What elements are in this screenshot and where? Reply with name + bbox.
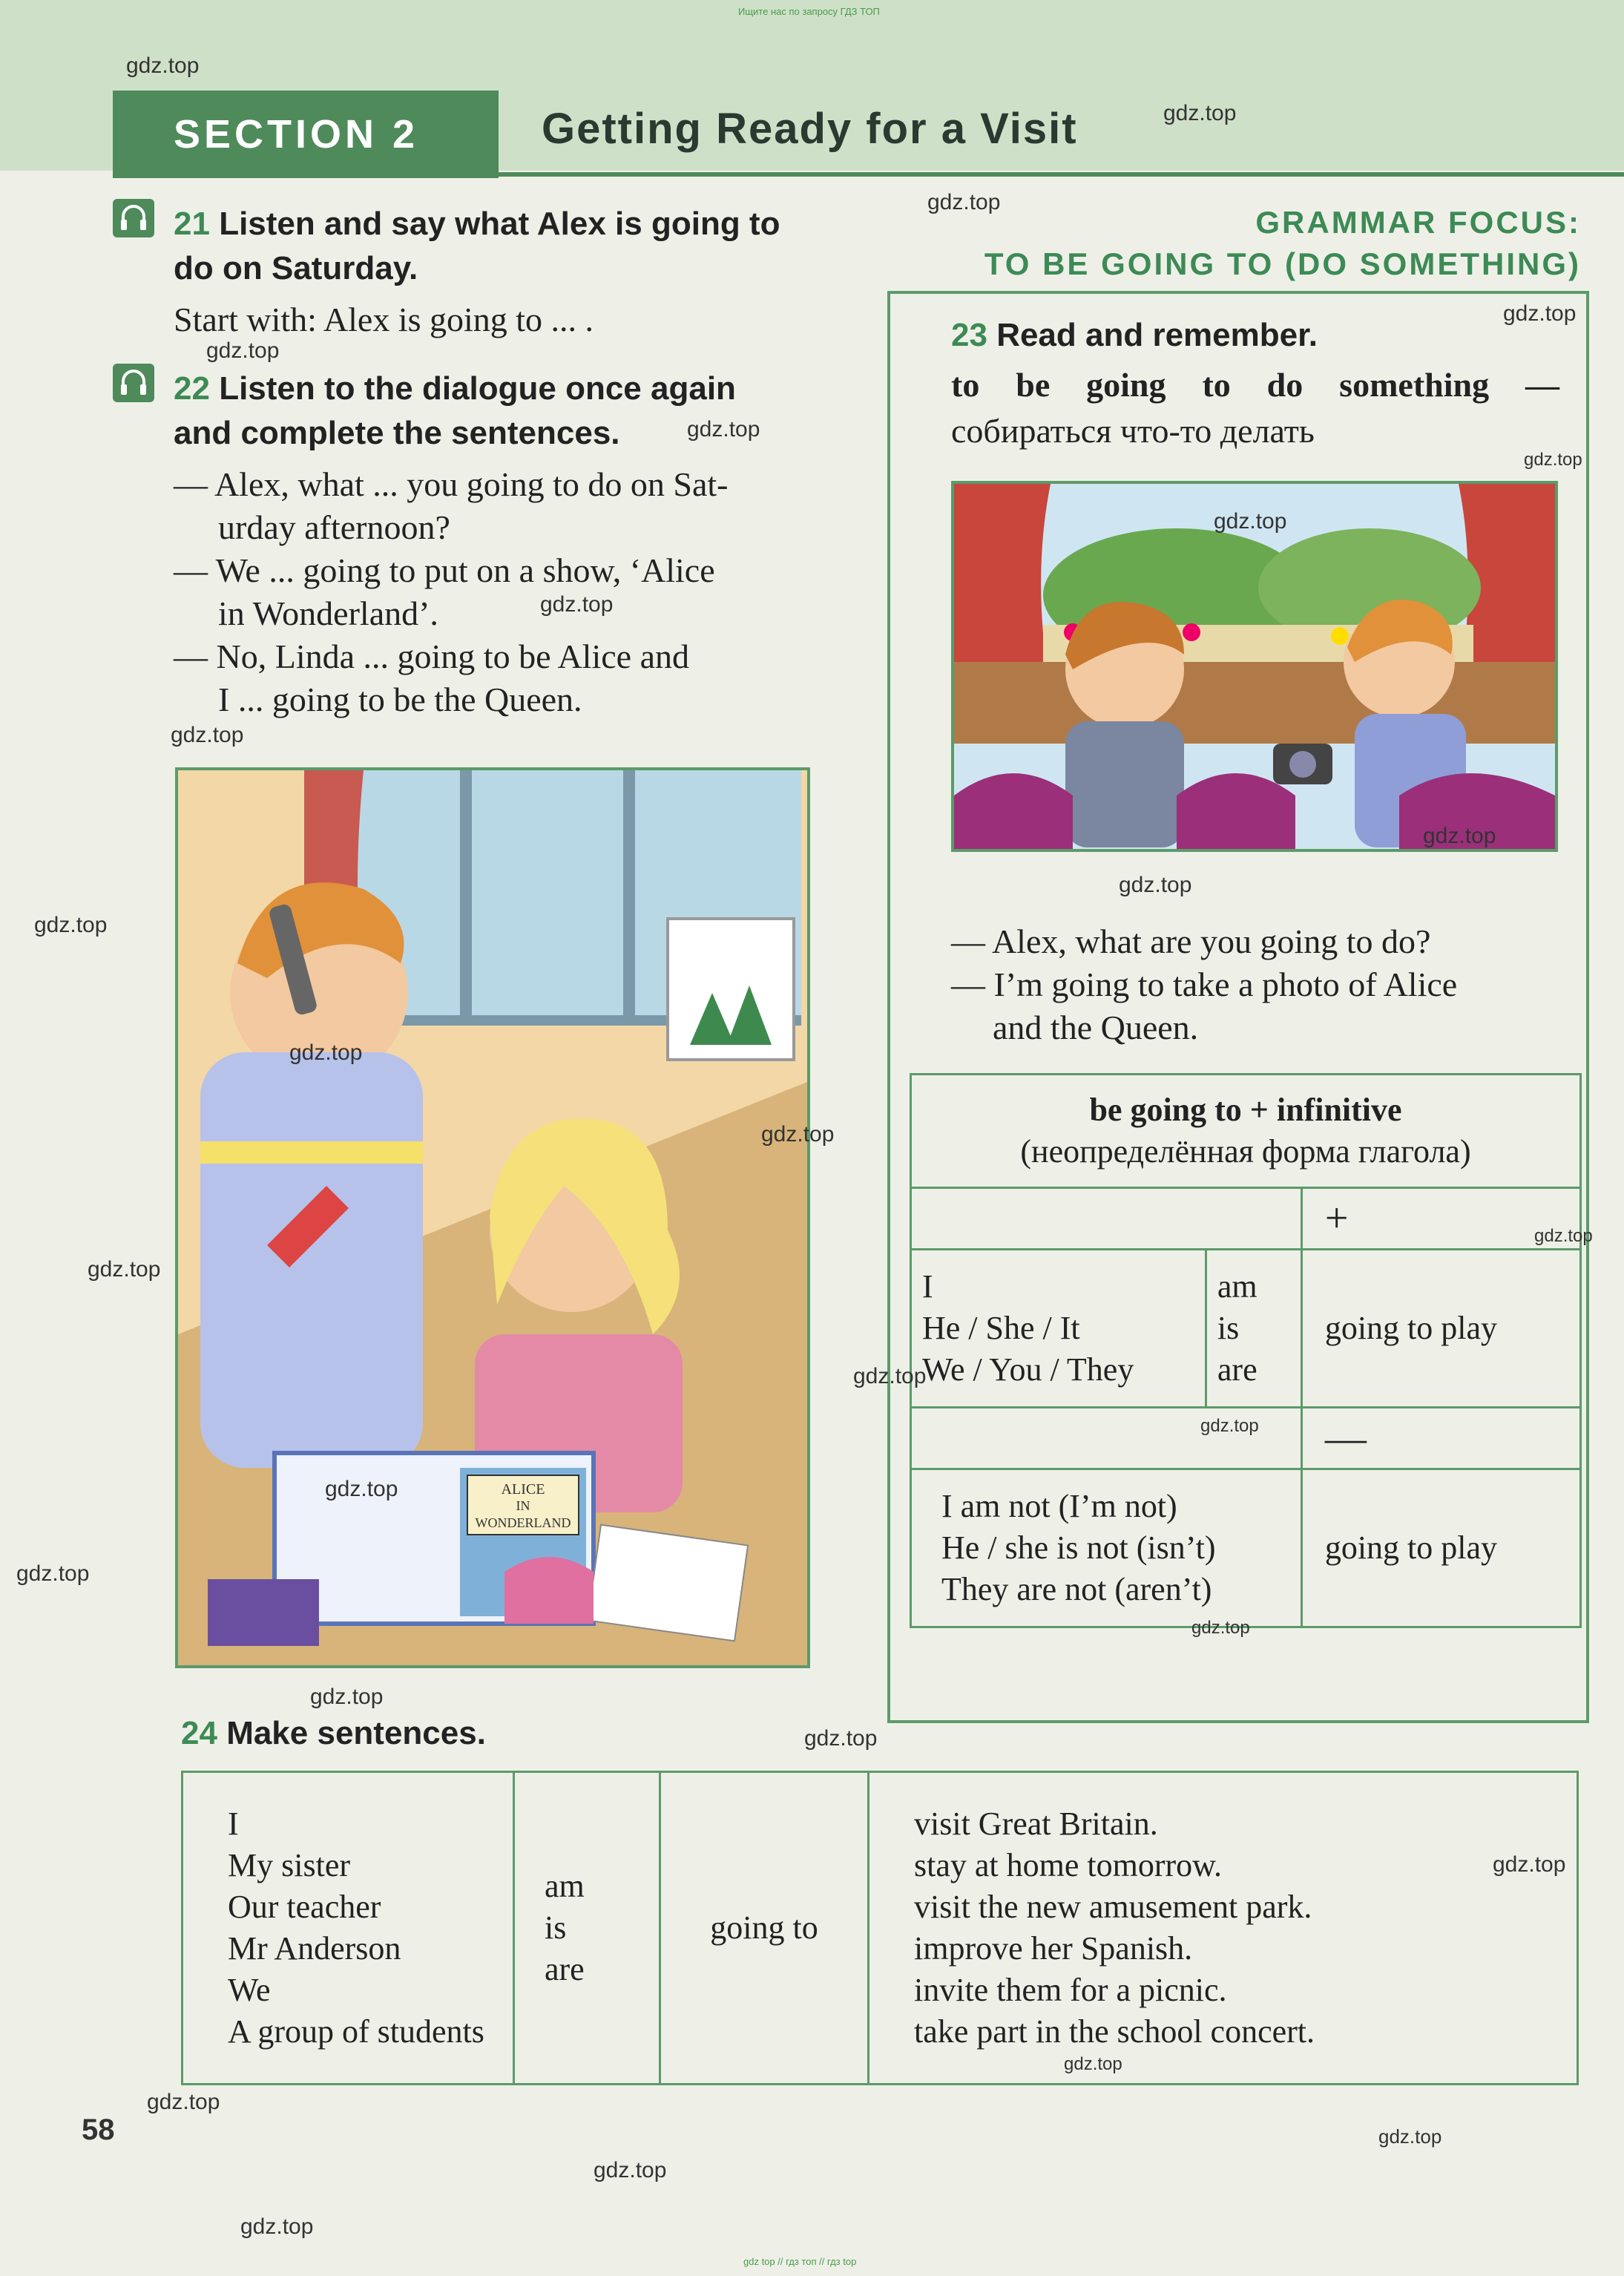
watermark: gdz.top [1423, 824, 1496, 848]
illustration-theatre [951, 481, 1558, 852]
watermark: gdz.top [687, 417, 760, 442]
exercise-22-title [174, 367, 736, 456]
verb-item: are [1217, 1351, 1258, 1388]
minus-sign: — [1301, 1408, 1580, 1469]
positive-verbs [1206, 1250, 1301, 1408]
watermark: gdz.top [240, 2214, 314, 2239]
watermark: gdz.top [804, 1726, 878, 1751]
going-to-cell: going to [660, 1772, 869, 2085]
watermark: gdz.top [1064, 2054, 1122, 2074]
book-title-line: IN [516, 1498, 530, 1513]
illustration-phone-call [175, 767, 810, 1668]
subject-item: I [922, 1268, 933, 1305]
negative-form-item: They are not (aren’t) [941, 1571, 1212, 1607]
target-phrase-translation: собираться что-то делать [951, 412, 1315, 450]
ending-item: take part in the school concert. [914, 2013, 1315, 2050]
section-title: Getting Ready for a Visit [542, 105, 1078, 153]
exercise-21-hint: Start with: Alex is going to ... . [174, 301, 594, 338]
dialogue-line: I ... going to be the Queen. [218, 680, 582, 718]
exercise-23-title-text: Read and remember. [996, 317, 1318, 353]
negative-form-item: He / she is not (isn’t) [941, 1529, 1216, 1566]
watermark: gdz.top [1200, 1416, 1259, 1436]
exercise-23-number: 23 [951, 317, 987, 353]
watermark: gdz.top [126, 53, 200, 78]
watermark: gdz.top [1493, 1852, 1566, 1877]
negative-form-item: I am not (I’m not) [941, 1488, 1177, 1524]
watermark: gdz.top [594, 2158, 667, 2182]
watermark: gdz.top [1191, 1618, 1250, 1638]
verb-item: are [545, 1951, 585, 1987]
positive-subjects [911, 1250, 1206, 1408]
watermark: gdz.top [310, 1685, 384, 1709]
negative-forms [911, 1469, 1302, 1627]
grammar-table-header [911, 1075, 1581, 1188]
exercise-24-title [181, 1711, 486, 1756]
plus-sign: + [1301, 1188, 1580, 1250]
dialogue-line: — Alex, what ... you going to do on Sat- [174, 465, 729, 503]
watermark: gdz.top [1163, 101, 1237, 125]
watermark: gdz.top [88, 1257, 161, 1282]
subject-item: We / You / They [922, 1351, 1134, 1388]
exercise-24-title-text: Make sentences. [226, 1715, 486, 1751]
exercise-23-title [951, 313, 1318, 358]
top-note: Ищите нас по запросу ГДЗ ТОП [738, 6, 880, 17]
ending-item: improve her Spanish. [914, 1930, 1193, 1967]
exercise-21-title-line1: Listen and say what Alex is going to [219, 206, 780, 242]
exercise-22-title-line1: Listen to the dialogue once again [219, 370, 736, 407]
watermark: gdz.top [1119, 873, 1192, 897]
book-title-line: WONDERLAND [475, 1515, 571, 1530]
watermark: gdz.top [206, 338, 280, 363]
exercise-21-number: 21 [174, 206, 210, 242]
exercise-22-number: 22 [174, 370, 210, 407]
grammar-table-header-line1: be going to + infinitive [1089, 1092, 1402, 1128]
subject-item: Mr Anderson [228, 1930, 401, 1967]
headphones-icon [113, 199, 154, 237]
dialogue-line: — We ... going to put on a show, ‘Alice [174, 551, 715, 589]
exercise-21-title [174, 202, 780, 291]
watermark: gdz.top [34, 913, 108, 937]
positive-result: going to play [1301, 1250, 1580, 1408]
watermark: gdz.top [16, 1561, 90, 1586]
watermark: gdz.top [853, 1364, 927, 1388]
dialogue-line: urday afternoon? [218, 508, 450, 546]
subject-item: A group of students [228, 2013, 484, 2050]
bottom-note: gdz top // гдз топ // гдз top [743, 2256, 857, 2267]
exercise-23-dialogue [951, 920, 1457, 1049]
watermark: gdz.top [325, 1477, 398, 1501]
book-title-line: ALICE [501, 1481, 545, 1498]
target-phrase: to be going to do something — [951, 366, 1559, 404]
verb-item: am [1217, 1268, 1258, 1305]
verb-item: am [545, 1868, 585, 1904]
watermark: gdz.top [540, 592, 614, 617]
subject-item: Our teacher [228, 1889, 381, 1925]
subjects-cell [183, 1772, 514, 2085]
watermark: gdz.top [171, 723, 244, 747]
endings-cell [869, 1772, 1578, 2085]
subject-item: We [228, 1972, 271, 2008]
dialogue-line: and the Queen. [993, 1009, 1199, 1046]
page-number: 58 [82, 2113, 115, 2146]
watermark: gdz.top [1503, 301, 1577, 326]
grammar-focus-line2: TO BE GOING TO (DO SOMETHING) [984, 246, 1581, 281]
subject-item: He / She / It [922, 1310, 1080, 1346]
watermark: gdz.top [289, 1040, 363, 1065]
watermark: gdz.top [761, 1122, 835, 1147]
exercise-21-title-line2: do on Saturday. [174, 250, 418, 286]
dialogue-line: in Wonderland’. [218, 594, 438, 632]
verb-item: is [545, 1909, 567, 1946]
grammar-table [910, 1073, 1582, 1628]
plus-spacer [911, 1188, 1302, 1250]
ending-item: visit the new amusement park. [914, 1889, 1312, 1925]
dialogue-line: — No, Linda ... going to be Alice and [174, 637, 689, 675]
dialogue-line: — Alex, what are you going to do? [951, 922, 1431, 960]
ending-item: stay at home tomorrow. [914, 1847, 1223, 1883]
watermark: gdz.top [1524, 450, 1582, 470]
header-divider [499, 172, 1624, 177]
headphones-icon [113, 364, 154, 402]
negative-result: going to play [1301, 1469, 1580, 1627]
subject-item: I [228, 1806, 239, 1842]
watermark: gdz.top [1534, 1226, 1593, 1246]
verb-item: is [1217, 1310, 1240, 1346]
ending-item: invite them for a picnic. [914, 1972, 1227, 2008]
make-sentences-table [181, 1771, 1579, 2085]
verbs-cell [514, 1772, 660, 2085]
grammar-focus-line1: GRAMMAR FOCUS: [1255, 205, 1581, 240]
section-label: SECTION 2 [113, 91, 499, 178]
exercise-22-title-line2: and complete the sentences. [174, 415, 620, 451]
dialogue-line: — I’m going to take a photo of Alice [951, 965, 1458, 1003]
grammar-focus-heading [984, 202, 1581, 285]
watermark: gdz.top [1214, 509, 1287, 534]
exercise-24-number: 24 [181, 1715, 217, 1751]
watermark: gdz.top [1378, 2125, 1442, 2148]
exercise-22-dialogue [174, 463, 812, 721]
subject-item: My sister [228, 1847, 350, 1883]
watermark: gdz.top [147, 2090, 220, 2114]
watermark: gdz.top [927, 190, 1001, 214]
grammar-table-header-line2: (неопределённая форма глагола) [1020, 1133, 1471, 1170]
ending-item: visit Great Britain. [914, 1806, 1158, 1842]
